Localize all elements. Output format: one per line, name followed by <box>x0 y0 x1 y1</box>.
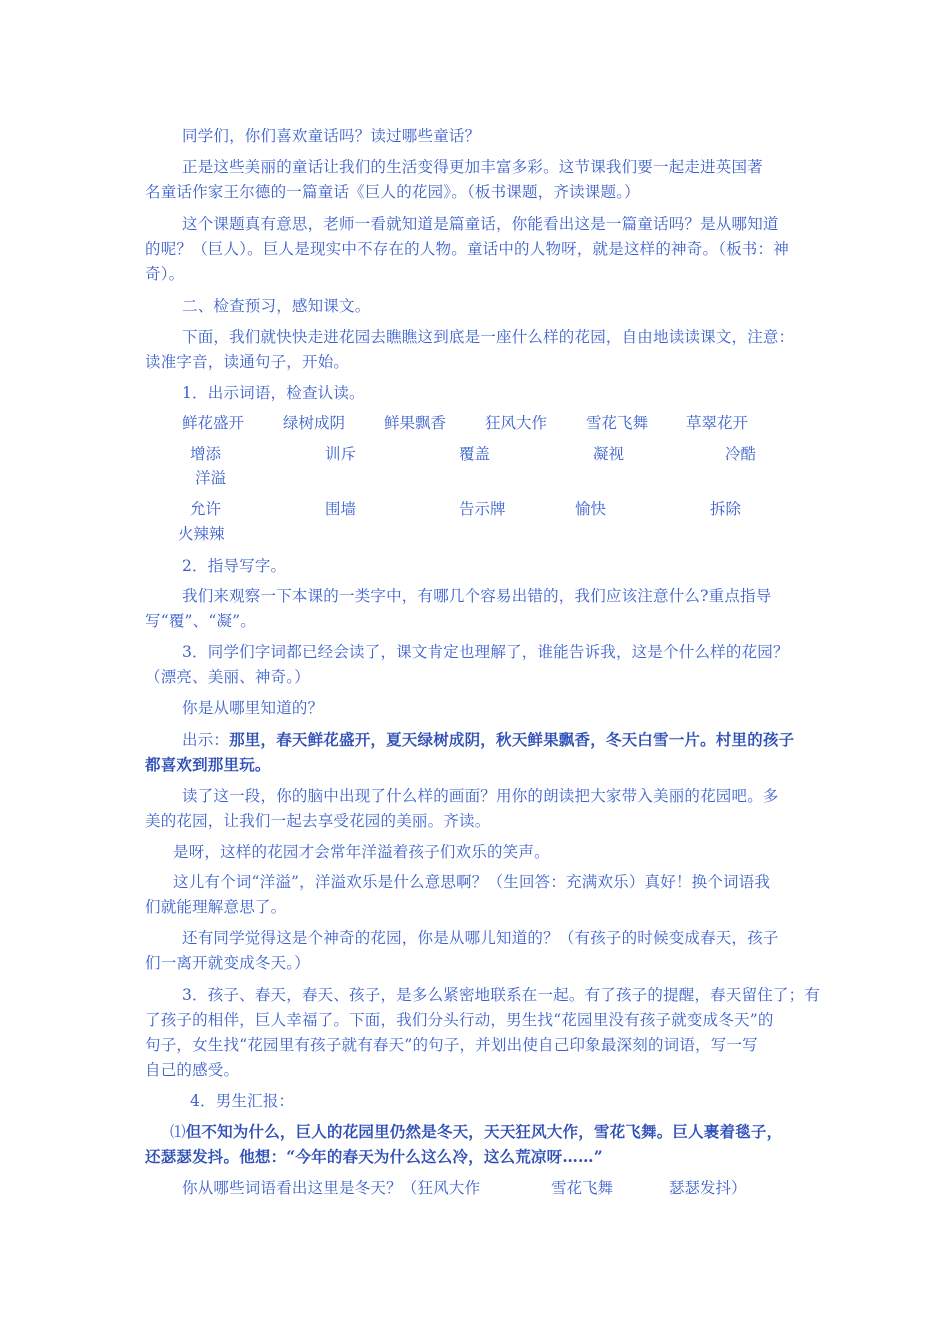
vocab-word: 拆除 <box>710 500 742 518</box>
quote-text: 但不知为什么，巨人的花园里仍然是冬天，天天狂风大作，雪花飞舞。巨人裹着毯子， <box>185 1122 783 1141</box>
paragraph-line: 句子，女生找“花园里有孩子就有春天”的句子，并划出使自己印象最深刻的词语，写一写 <box>145 1036 758 1054</box>
quote-line <box>170 1119 840 1145</box>
vocab-word: 告示牌 <box>459 500 506 518</box>
paragraph-line: 我们来观察一下本课的一类字中，有哪几个容易出错的，我们应该注意什么?重点指导 <box>182 587 772 605</box>
quote-text: 都喜欢到那里玩。 <box>145 755 271 774</box>
paragraph-line: 是呀，这样的花园才会常年洋溢着孩子们欢乐的笑声。 <box>173 843 550 861</box>
paragraph-line: 美的花园，让我们一起去享受花园的美丽。齐读。 <box>145 812 491 830</box>
vocab-word: 鲜花盛开 <box>182 414 245 432</box>
vocab-word: 绿树成阴 <box>283 414 346 432</box>
paragraph-line: 3．同学们字词都已经会读了，课文肯定也理解了，谁能告诉我，这是个什么样的花园？ <box>182 643 789 661</box>
paragraph-intro-question: 同学们，你们喜欢童话吗？读过哪些童话？ <box>182 127 481 145</box>
paragraph-line: 你从哪些词语看出这里是冬天？（狂风大作 <box>182 1179 481 1197</box>
section-heading: 二、检查预习，感知课文。 <box>182 297 371 315</box>
vocab-word: 允许 <box>190 500 222 518</box>
vocab-word: 训斥 <box>325 445 357 463</box>
quote-text: 还瑟瑟发抖。他想：“今年的春天为什么这么冷，这么荒凉呀……” <box>145 1147 603 1166</box>
paragraph-line: 们一离开就变成冬天。） <box>145 954 310 972</box>
paragraph-line: 这个课题真有意思，老师一看就知道是篇童话，你能看出这是一篇童话吗？是从哪知道 <box>182 215 779 233</box>
paragraph-line: 读准字音，读通句子，开始。 <box>145 353 350 371</box>
quote-text: 那里，春天鲜花盛开，夏天绿树成阴，秋天鲜果飘香，冬天白雪一片。村里的孩子 <box>229 730 795 749</box>
paragraph-line: 奇）。 <box>145 265 185 283</box>
paragraph-line: 这儿有个词“洋溢”，洋溢欢乐是什么意思啊？（生回答：充满欢乐）真好！换个词语我 <box>173 873 771 891</box>
vocab-word: 洋溢 <box>195 469 227 487</box>
quote-prefix: 出示： <box>182 731 230 749</box>
vocab-word: 冷酷 <box>725 445 757 463</box>
vocab-word: 雪花飞舞 <box>551 1179 614 1197</box>
paragraph-line: 名童话作家王尔德的一篇童话《巨人的花园》。（板书课题，齐读课题。） <box>145 183 640 201</box>
vocab-word: 覆盖 <box>459 445 491 463</box>
step-heading: 1．出示词语，检查认读。 <box>182 384 365 402</box>
paragraph-line: 写“覆”、“凝”。 <box>145 612 256 630</box>
paragraph-line: 的呢？（巨人）。巨人是现实中不存在的人物。童话中的人物呀，就是这样的神奇。（板书：神 <box>145 240 789 258</box>
vocab-word: 火辣辣 <box>178 525 225 543</box>
vocab-word: 围墙 <box>325 500 357 518</box>
paragraph-line: 3．孩子、春天，春天、孩子，是多么紧密地联系在一起。有了孩子的提醒，春天留住了；有 <box>182 986 821 1004</box>
vocab-word: 雪花飞舞 <box>586 414 649 432</box>
step-heading: 4．男生汇报： <box>190 1092 295 1110</box>
paragraph-line: 读了这一段，你的脑中出现了什么样的画面？用你的朗读把大家带入美丽的花园吧。多 <box>182 787 779 805</box>
vocab-word: 愉快 <box>575 500 607 518</box>
vocab-word: 狂风大作 <box>485 414 548 432</box>
paragraph-line: 你是从哪里知道的？ <box>182 699 324 717</box>
vocab-word: 草翠花开 <box>686 414 749 432</box>
paragraph-line: 还有同学觉得这是个神奇的花园，你是从哪儿知道的？（有孩子的时候变成春天，孩子 <box>182 929 779 947</box>
paragraph-line: 自己的感受。 <box>145 1061 240 1079</box>
vocab-word: 鲜果飘香 <box>384 414 447 432</box>
paragraph-line: （漂亮、美丽、神奇。） <box>145 668 310 686</box>
quote-line <box>182 727 852 753</box>
paragraph-line: 下面，我们就快快走进花园去瞧瞧这到底是一座什么样的花园，自由地读读课文，注意： <box>182 328 795 346</box>
vocab-word: 凝视 <box>593 445 625 463</box>
vocab-word: 瑟瑟发抖） <box>669 1179 747 1197</box>
paragraph-line: 正是这些美丽的童话让我们的生活变得更加丰富多彩。这节课我们要一起走进英国著 <box>182 158 763 176</box>
quote-prefix: ⑴ <box>170 1123 186 1141</box>
vocab-word: 增添 <box>190 445 222 463</box>
step-heading: 2．指导写字。 <box>182 557 287 575</box>
paragraph-line: 了孩子的相伴，巨人幸福了。下面，我们分头行动，男生找“花园里没有孩子就变成冬天”的 <box>145 1011 774 1029</box>
paragraph-line: 们就能理解意思了。 <box>145 898 287 916</box>
